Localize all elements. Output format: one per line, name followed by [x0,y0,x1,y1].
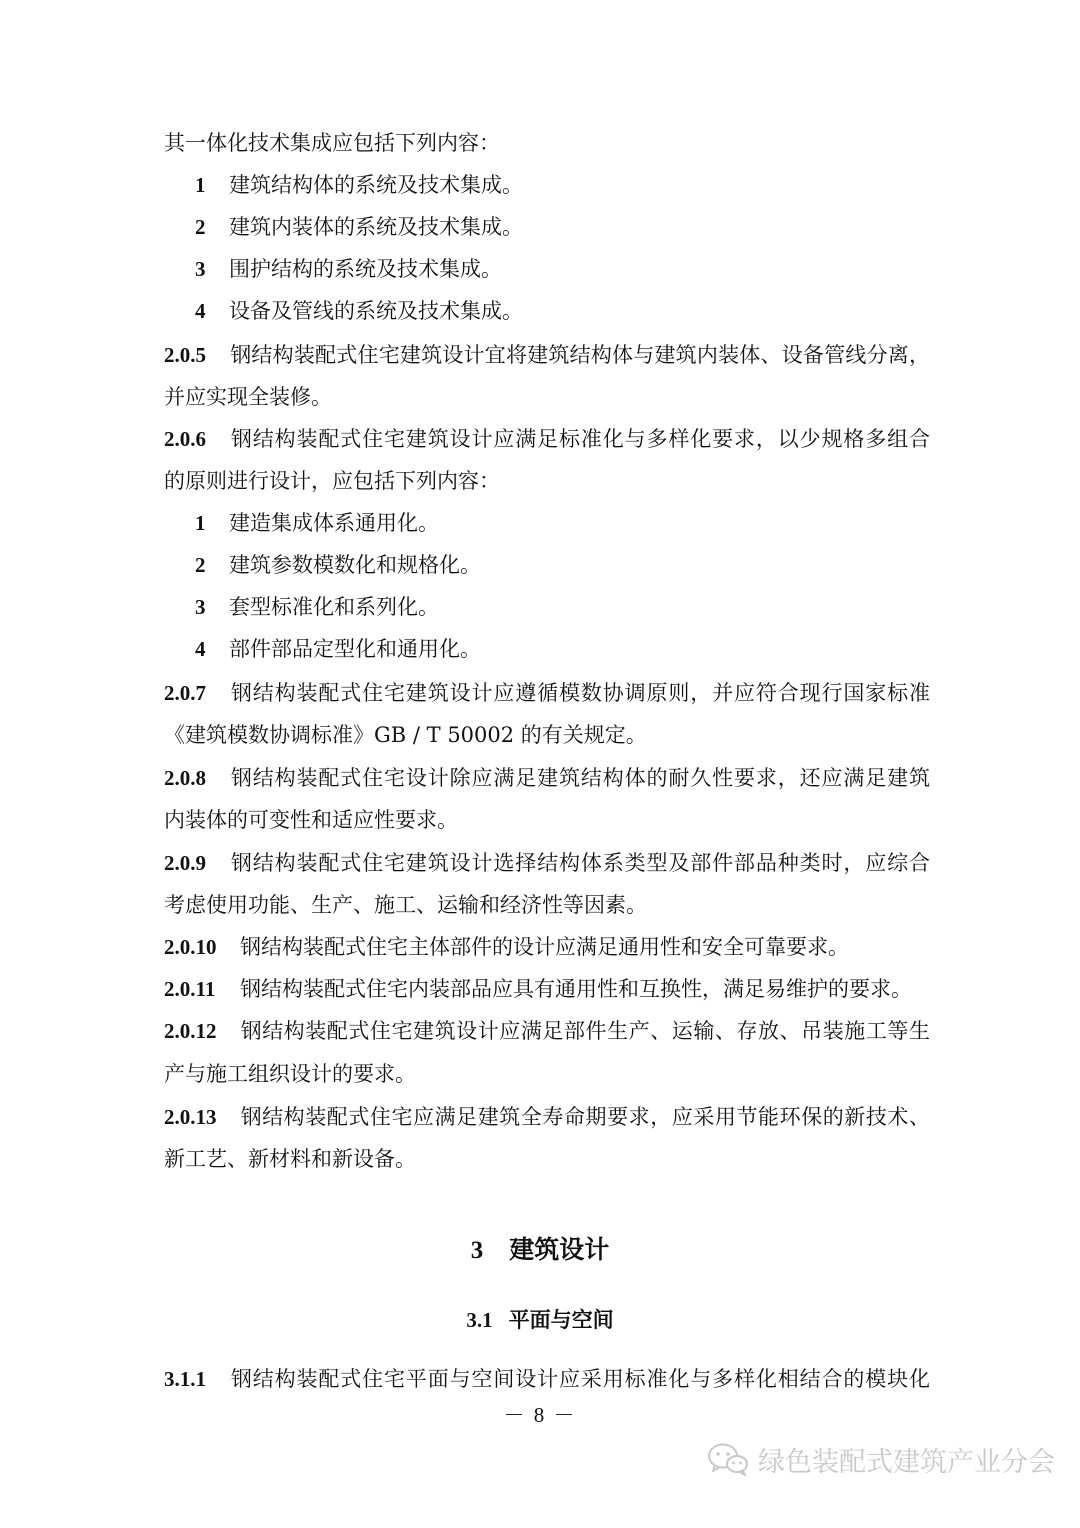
clause-2-0-10 [164,932,930,962]
clause-number: 2.0.12 [164,1019,217,1043]
list-item [195,296,523,326]
clause-text-line: 钢结构装配式住宅建筑设计应满足标准化与多样化要求，以少规格多组合 [230,427,930,451]
list-item [195,508,439,538]
clause-text-line: 内装体的可变性和适应性要求。 [164,808,458,832]
list-item [195,212,523,242]
clause-number: 2.0.11 [164,977,216,1001]
list-item-number: 1 [195,511,206,535]
list-item [195,550,481,580]
clause-number: 2.0.13 [164,1105,217,1129]
list-item-number: 1 [195,173,206,197]
clause-text-line: 钢结构装配式住宅建筑设计应满足部件生产、运输、存放、吊装施工等生 [240,1019,930,1043]
page-number: － 8 － [503,1403,577,1427]
wechat-icon [706,1440,750,1478]
clause-3-1-1 [164,1364,930,1394]
clause-number: 2.0.10 [164,935,217,959]
clause-number: 2.0.5 [164,343,206,367]
clause-number: 2.0.7 [164,681,206,705]
clause-number: 2.0.9 [164,851,206,875]
clause-text-line: 钢结构装配式住宅建筑设计宜将建筑结构体与建筑内装体、设备管线分离， [230,343,930,367]
list-item-number: 3 [195,595,206,619]
chapter-number: 3 [470,1237,484,1264]
list-item-text: 套型标准化和系列化。 [229,595,439,619]
clause-number: 2.0.6 [164,427,206,451]
clause-text-line: 钢结构装配式住宅建筑设计选择结构体系类型及部件部品种类时，应综合 [230,851,930,875]
list-item [195,170,523,200]
chapter-heading [0,1233,1080,1268]
clause-text-line: 《建筑模数协调标准》GB / T 50002 的有关规定。 [164,723,647,747]
clause-text-line: 钢结构装配式住宅建筑设计应遵循模数协调原则，并应符合现行国家标准 [230,681,930,705]
list-item-number: 3 [195,257,206,281]
clause-text-line: 钢结构装配式住宅设计除应满足建筑结构体的耐久性要求，还应满足建筑 [230,766,930,790]
chapter-title: 建筑设计 [509,1235,610,1264]
list-item [195,592,439,622]
list-item-text: 围护结构的系统及技术集成。 [229,257,502,281]
watermark-text: 绿色装配式建筑产业分会 [758,1446,1055,1478]
clause-number: 3.1.1 [164,1367,206,1391]
list-item-text: 建筑参数模数化和规格化。 [229,553,481,577]
clause-text-line: 钢结构装配式住宅平面与空间设计应采用标准化与多样化相结合的模块化 [230,1367,930,1391]
list-item-text: 设备及管线的系统及技术集成。 [229,299,523,323]
list-item-text: 部件部品定型化和通用化。 [229,637,481,661]
list-item-text: 建造集成体系通用化。 [229,511,439,535]
list-item [195,634,481,664]
clause-text-line: 钢结构装配式住宅应满足建筑全寿命期要求，应采用节能环保的新技术、 [240,1105,930,1129]
list-item-number: 4 [195,637,206,661]
list-item-number: 2 [195,553,206,577]
clause-2-0-11 [164,974,930,1004]
clause-number: 2.0.8 [164,766,206,790]
list-item-text: 建筑结构体的系统及技术集成。 [229,173,523,197]
section-number: 3.1 [466,1308,493,1332]
section-title: 平面与空间 [508,1307,614,1332]
clause-text-line: 钢结构装配式住宅主体部件的设计应满足通用性和安全可靠要求。 [240,935,849,959]
clause-text-line: 的原则进行设计，应包括下列内容： [164,469,500,493]
list-item-number: 4 [195,299,206,323]
list-item-text: 建筑内装体的系统及技术集成。 [229,215,523,239]
section-heading [0,1305,1080,1335]
clause-text-line: 产与施工组织设计的要求。 [164,1062,416,1086]
intro-line: 其一体化技术集成应包括下列内容： [164,131,500,155]
list-item [195,254,502,284]
list-item-number: 2 [195,215,206,239]
clause-text-line: 钢结构装配式住宅内装部品应具有通用性和互换性，满足易维护的要求。 [240,977,912,1001]
clause-text-line: 新工艺、新材料和新设备。 [164,1147,416,1171]
clause-text-line: 并应实现全装修。 [164,385,332,409]
watermark [706,1437,1055,1481]
clause-text-line: 考虑使用功能、生产、施工、运输和经济性等因素。 [164,893,647,917]
